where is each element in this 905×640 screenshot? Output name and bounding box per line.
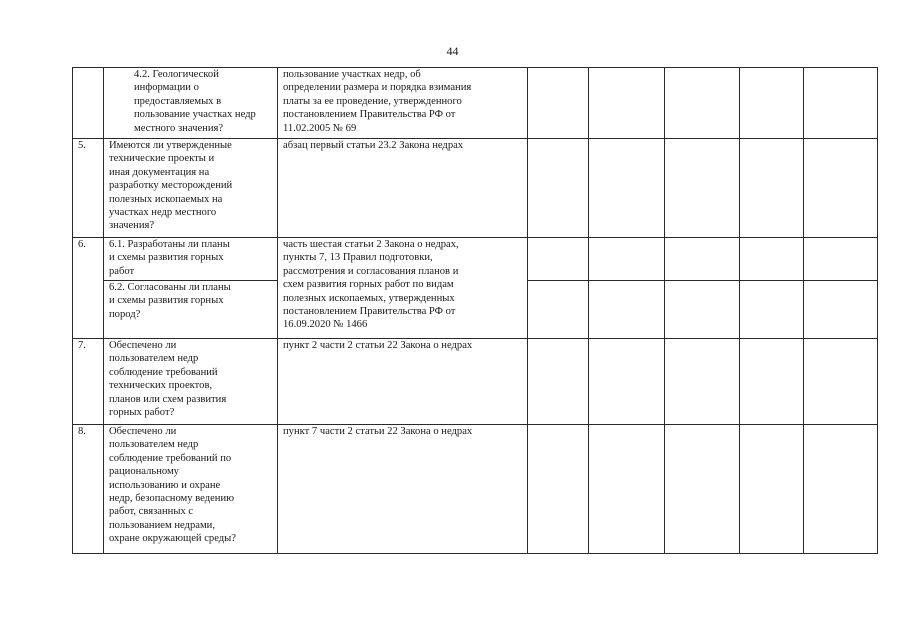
answer-cell <box>589 339 665 425</box>
item-number <box>73 68 104 139</box>
question-cell: Обеспечено ли пользователем недр соблюдение требований технических проектов, планов или схем развития горных работ? <box>104 339 278 425</box>
answer-cell <box>740 425 804 554</box>
answer-cell <box>528 68 589 139</box>
answer-cell <box>740 139 804 238</box>
answer-cell <box>740 238 804 281</box>
legal-basis-cell: абзац первый статьи 23.2 Закона недрах <box>278 139 528 238</box>
answer-cell <box>665 68 740 139</box>
question-cell: 6.1. Разработаны ли планы и схемы развития горных работ <box>104 238 278 281</box>
answer-cell <box>740 339 804 425</box>
answer-cell <box>740 68 804 139</box>
checklist-table <box>72 67 878 554</box>
answer-cell <box>665 339 740 425</box>
answer-cell <box>804 68 878 139</box>
table-row <box>73 139 878 238</box>
question-cell: 4.2. Геологической информации о предоставляемых в пользование участках недр местного значения? <box>104 68 278 139</box>
answer-cell <box>528 281 589 339</box>
answer-cell <box>665 238 740 281</box>
answer-cell <box>589 425 665 554</box>
item-number: 7. <box>73 339 104 425</box>
item-number: 5. <box>73 139 104 238</box>
answer-cell <box>804 281 878 339</box>
table-row <box>73 425 878 554</box>
legal-basis-cell: часть шестая статьи 2 Закона о недрах, пункты 7, 13 Правил подготовки, рассмотрения и согласования планов и схем развития горных работ по видам полезных ископаемых, утвержденных постановлением Правительства РФ от 16.09.2020 № 1466 <box>278 238 528 339</box>
item-number: 6. <box>73 238 104 339</box>
answer-cell <box>528 238 589 281</box>
question-cell: Имеются ли утвержденные технические проекты и иная документация на разработку месторождений полезных ископаемых на участках недр местного значения? <box>104 139 278 238</box>
answer-cell <box>804 139 878 238</box>
answer-cell <box>589 68 665 139</box>
answer-cell <box>804 339 878 425</box>
answer-cell <box>528 339 589 425</box>
question-cell: 6.2. Согласованы ли планы и схемы развития горных пород? <box>104 281 278 339</box>
table-row <box>73 68 878 139</box>
legal-basis-cell: пункт 7 части 2 статьи 22 Закона о недрах <box>278 425 528 554</box>
answer-cell <box>740 281 804 339</box>
answer-cell <box>665 139 740 238</box>
answer-cell <box>804 238 878 281</box>
answer-cell <box>665 281 740 339</box>
item-number: 8. <box>73 425 104 554</box>
answer-cell <box>804 425 878 554</box>
answer-cell <box>589 238 665 281</box>
legal-basis-cell: пункт 2 части 2 статьи 22 Закона о недрах <box>278 339 528 425</box>
table-row <box>73 238 878 281</box>
answer-cell <box>528 139 589 238</box>
question-cell: Обеспечено ли пользователем недр соблюдение требований по рациональному использованию и охране недр, безопасному ведению работ, связанных с пользованием недрами, охране окружающей среды? <box>104 425 278 554</box>
answer-cell <box>665 425 740 554</box>
answer-cell <box>589 139 665 238</box>
table-row <box>73 339 878 425</box>
answer-cell <box>589 281 665 339</box>
page-number: 44 <box>446 44 459 58</box>
legal-basis-cell: пользование участках недр, об определении размера и порядка взимания платы за ее проведение, утвержденного постановлением Правительства РФ от 11.02.2005 № 69 <box>278 68 528 139</box>
answer-cell <box>528 425 589 554</box>
